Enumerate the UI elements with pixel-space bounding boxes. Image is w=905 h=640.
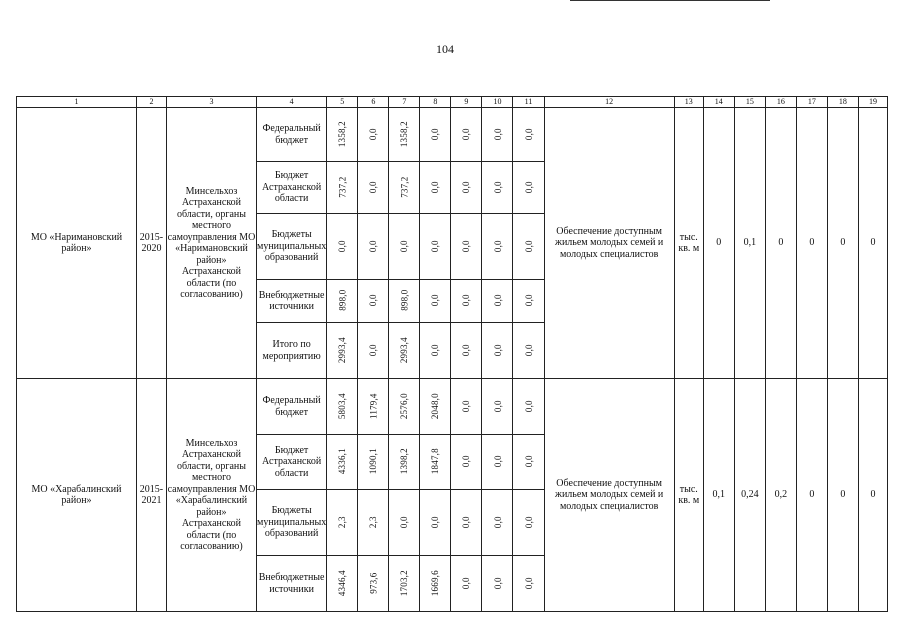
column-number: 9 — [451, 97, 482, 108]
amount-cell — [451, 556, 482, 612]
amount-cell-text: 0,0 — [492, 515, 503, 528]
amount-cell-text: 898,0 — [337, 289, 348, 312]
top-rule — [570, 0, 770, 1]
amount-cell-text: 0,0 — [523, 576, 534, 589]
amount-cell — [420, 556, 451, 612]
amount-cell — [451, 162, 482, 214]
amount-cell — [451, 379, 482, 435]
amount-cell-text: 2576,0 — [399, 392, 410, 419]
amount-cell — [513, 435, 544, 490]
column-number: 14 — [703, 97, 734, 108]
column-number: 18 — [827, 97, 858, 108]
table-row — [17, 108, 888, 162]
amount-cell-text: 1669,6 — [430, 569, 441, 596]
column-number: 1 — [17, 97, 137, 108]
amount-cell-text: 1358,2 — [337, 120, 348, 147]
indicator-cell: Обеспечение доступным жильем молодых семей и молодых специалистов — [544, 108, 674, 379]
amount-cell-text: 0,0 — [399, 239, 410, 252]
column-number: 16 — [765, 97, 796, 108]
amount-cell-text: 0,0 — [430, 294, 441, 307]
amount-cell — [482, 379, 513, 435]
amount-cell-text: 5803,4 — [337, 392, 348, 419]
amount-cell-text: 0,0 — [461, 576, 472, 589]
unit-cell: тыс. кв. м — [674, 108, 703, 379]
executor-cell: Минсельхоз Астраханской области, органы местного самоуправления МО «Наримановский район» Астраханской области (по согласованию) — [166, 108, 256, 379]
amount-cell-text: 0,0 — [492, 399, 503, 412]
target-value-cell: 0 — [796, 379, 827, 612]
target-value-cell: 0,24 — [734, 379, 765, 612]
amount-cell — [420, 379, 451, 435]
amount-cell-text: 0,0 — [399, 515, 410, 528]
funding-source-cell: Бюджеты муниципальных образований — [256, 490, 326, 556]
amount-cell — [513, 323, 544, 379]
amount-cell — [420, 323, 451, 379]
target-value-cell: 0 — [858, 379, 887, 612]
amount-cell-text: 0,0 — [430, 127, 441, 140]
funding-source-cell: Федеральный бюджет — [256, 108, 326, 162]
amount-cell — [420, 108, 451, 162]
funding-source-cell: Бюджет Астраханской области — [256, 435, 326, 490]
amount-cell-text: 0,0 — [523, 180, 534, 193]
amount-cell — [358, 435, 389, 490]
amount-cell — [482, 280, 513, 323]
amount-cell — [513, 379, 544, 435]
column-number: 13 — [674, 97, 703, 108]
column-number: 11 — [513, 97, 544, 108]
amount-cell — [327, 108, 358, 162]
period-cell: 2015-2021 — [136, 379, 166, 612]
executor-cell: Минсельхоз Астраханской области, органы местного самоуправления МО «Харабалинский район» Астраханской области (по согласованию) — [166, 379, 256, 612]
amount-cell-text: 2993,4 — [399, 336, 410, 363]
amount-cell — [358, 556, 389, 612]
amount-cell — [327, 435, 358, 490]
funding-source-cell: Федеральный бюджет — [256, 379, 326, 435]
amount-cell-text: 0,0 — [492, 455, 503, 468]
amount-cell — [327, 379, 358, 435]
municipality-cell: МО «Наримановский район» — [17, 108, 137, 379]
target-value-cell: 0,2 — [765, 379, 796, 612]
amount-cell — [513, 556, 544, 612]
table-row — [17, 379, 888, 435]
column-number: 5 — [327, 97, 358, 108]
amount-cell — [327, 280, 358, 323]
amount-cell-text: 0,0 — [523, 127, 534, 140]
amount-cell-text: 0,0 — [523, 399, 534, 412]
amount-cell — [451, 214, 482, 280]
amount-cell-text: 0,0 — [461, 455, 472, 468]
amount-cell-text: 4336,1 — [337, 448, 348, 475]
amount-cell-text: 1358,2 — [399, 120, 410, 147]
column-number: 15 — [734, 97, 765, 108]
indicator-cell: Обеспечение доступным жильем молодых семей и молодых специалистов — [544, 379, 674, 612]
amount-cell — [358, 162, 389, 214]
amount-cell-text: 0,0 — [492, 180, 503, 193]
column-number: 10 — [482, 97, 513, 108]
amount-cell-text: 0,0 — [368, 239, 379, 252]
column-number: 19 — [858, 97, 887, 108]
amount-cell-text: 0,0 — [492, 127, 503, 140]
amount-cell — [451, 108, 482, 162]
amount-cell — [420, 280, 451, 323]
amount-cell — [482, 556, 513, 612]
amount-cell — [482, 214, 513, 280]
amount-cell — [327, 214, 358, 280]
amount-cell-text: 898,0 — [399, 289, 410, 312]
amount-cell-text: 0,0 — [461, 127, 472, 140]
amount-cell-text: 0,0 — [368, 294, 379, 307]
amount-cell — [482, 490, 513, 556]
target-value-cell: 0 — [765, 108, 796, 379]
amount-cell — [389, 379, 420, 435]
column-number: 17 — [796, 97, 827, 108]
column-number: 7 — [389, 97, 420, 108]
program-table — [16, 96, 888, 612]
municipality-cell: МО «Харабалинский район» — [17, 379, 137, 612]
column-number: 12 — [544, 97, 674, 108]
amount-cell — [420, 162, 451, 214]
amount-cell-text: 1179,4 — [368, 393, 379, 419]
amount-cell — [358, 108, 389, 162]
amount-cell — [513, 280, 544, 323]
amount-cell-text: 0,0 — [430, 180, 441, 193]
unit-cell: тыс. кв. м — [674, 379, 703, 612]
amount-cell — [451, 490, 482, 556]
amount-cell — [358, 323, 389, 379]
period-cell: 2015-2020 — [136, 108, 166, 379]
amount-cell — [389, 490, 420, 556]
amount-cell — [327, 323, 358, 379]
funding-source-cell: Бюджеты муниципальных образований — [256, 214, 326, 280]
amount-cell-text: 2,3 — [337, 515, 348, 528]
amount-cell — [420, 490, 451, 556]
amount-cell-text: 0,0 — [461, 294, 472, 307]
amount-cell-text: 737,2 — [399, 176, 410, 198]
target-value-cell: 0 — [796, 108, 827, 379]
amount-cell — [451, 280, 482, 323]
column-number: 4 — [256, 97, 326, 108]
amount-cell-text: 2048,0 — [430, 392, 441, 419]
amount-cell-text: 1398,2 — [399, 448, 410, 475]
amount-cell-text: 0,0 — [492, 294, 503, 307]
column-number: 8 — [420, 97, 451, 108]
amount-cell — [420, 214, 451, 280]
funding-source-cell: Внебюджетные источники — [256, 280, 326, 323]
amount-cell-text: 0,0 — [492, 576, 503, 589]
funding-source-cell: Итого по мероприятию — [256, 323, 326, 379]
amount-cell — [451, 323, 482, 379]
amount-cell-text: 0,0 — [430, 515, 441, 528]
amount-cell — [358, 280, 389, 323]
amount-cell — [358, 490, 389, 556]
amount-cell — [389, 556, 420, 612]
amount-cell — [389, 323, 420, 379]
amount-cell-text: 0,0 — [523, 515, 534, 528]
amount-cell — [482, 162, 513, 214]
target-value-cell: 0 — [858, 108, 887, 379]
amount-cell-text: 4346,4 — [337, 569, 348, 596]
amount-cell-text: 0,0 — [430, 343, 441, 356]
amount-cell — [358, 379, 389, 435]
amount-cell-text: 1847,8 — [430, 448, 441, 475]
amount-cell — [513, 108, 544, 162]
funding-source-cell: Внебюджетные источники — [256, 556, 326, 612]
amount-cell-text: 0,0 — [492, 239, 503, 252]
amount-cell — [327, 490, 358, 556]
amount-cell — [451, 435, 482, 490]
amount-cell-text: 0,0 — [461, 515, 472, 528]
column-number: 3 — [166, 97, 256, 108]
amount-cell-text: 0,0 — [461, 343, 472, 356]
amount-cell-text: 1703,2 — [399, 569, 410, 596]
page-number: 104 — [436, 42, 454, 56]
amount-cell — [513, 162, 544, 214]
amount-cell-text: 2,3 — [368, 515, 379, 528]
amount-cell-text: 0,0 — [337, 239, 348, 252]
amount-cell — [327, 162, 358, 214]
amount-cell-text: 0,0 — [523, 343, 534, 356]
target-value-cell: 0 — [827, 108, 858, 379]
amount-cell-text: 0,0 — [430, 239, 441, 252]
amount-cell — [358, 214, 389, 280]
amount-cell-text: 0,0 — [523, 455, 534, 468]
amount-cell-text: 0,0 — [368, 180, 379, 193]
amount-cell-text: 0,0 — [368, 343, 379, 356]
amount-cell — [420, 435, 451, 490]
target-value-cell: 0,1 — [734, 108, 765, 379]
funding-source-cell: Бюджет Астраханской области — [256, 162, 326, 214]
amount-cell-text: 973,6 — [368, 572, 379, 594]
amount-cell — [389, 162, 420, 214]
amount-cell-text: 737,2 — [337, 176, 348, 198]
amount-cell-text: 0,0 — [461, 180, 472, 193]
amount-cell-text: 2993,4 — [337, 336, 348, 363]
column-number: 6 — [358, 97, 389, 108]
amount-cell — [482, 108, 513, 162]
amount-cell — [482, 435, 513, 490]
amount-cell — [389, 280, 420, 323]
amount-cell — [513, 490, 544, 556]
amount-cell — [513, 214, 544, 280]
amount-cell-text: 0,0 — [461, 399, 472, 412]
amount-cell-text: 0,0 — [523, 294, 534, 307]
amount-cell-text: 0,0 — [523, 239, 534, 252]
amount-cell — [389, 214, 420, 280]
amount-cell-text: 0,0 — [368, 127, 379, 140]
amount-cell-text: 1090,1 — [368, 448, 379, 475]
amount-cell — [389, 108, 420, 162]
amount-cell-text: 0,0 — [461, 239, 472, 252]
target-value-cell: 0,1 — [703, 379, 734, 612]
target-value-cell: 0 — [703, 108, 734, 379]
header-row — [17, 97, 888, 108]
column-number: 2 — [136, 97, 166, 108]
amount-cell — [389, 435, 420, 490]
amount-cell — [327, 556, 358, 612]
amount-cell — [482, 323, 513, 379]
amount-cell-text: 0,0 — [492, 343, 503, 356]
target-value-cell: 0 — [827, 379, 858, 612]
